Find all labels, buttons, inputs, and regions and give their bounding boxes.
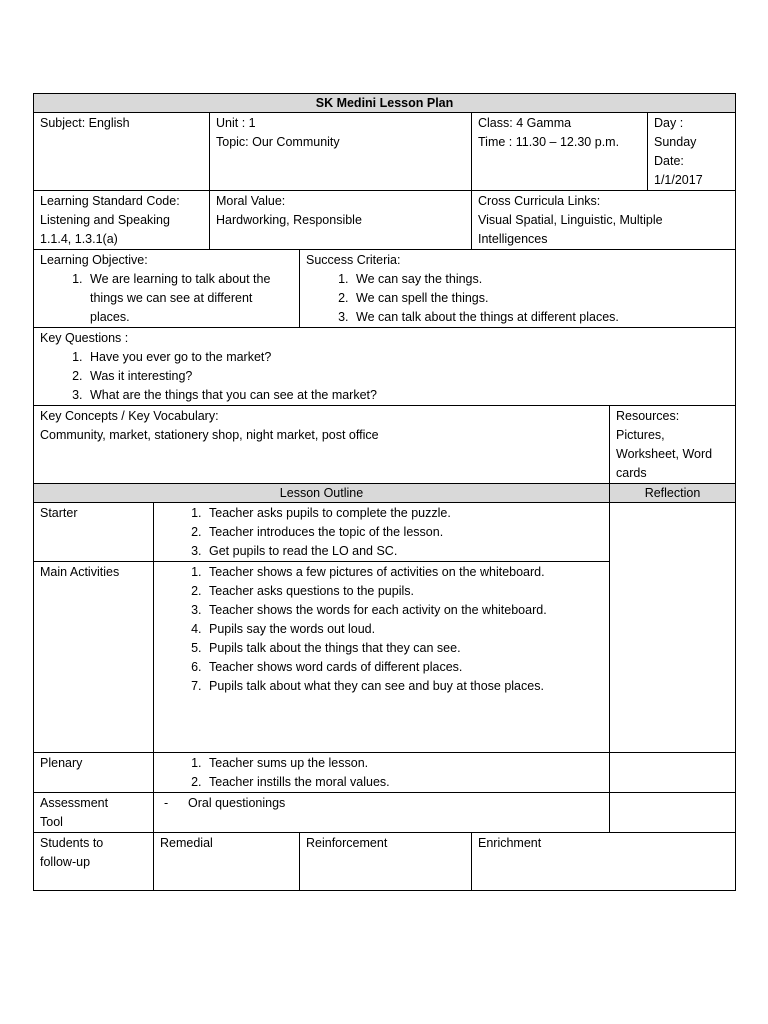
success-criteria-list — [306, 270, 729, 327]
assessment-label: Assessment — [40, 796, 109, 810]
key-concepts-cell — [34, 406, 610, 484]
list-item: 5. Pupils talk about the things that they can see. — [205, 639, 603, 658]
learning-objective-list — [40, 270, 293, 327]
follow-up-label: Students to — [40, 836, 104, 850]
unit-topic-cell — [210, 113, 472, 191]
learning-standard-label: Learning Standard Code: — [40, 194, 180, 208]
list-item: - Oral questionings — [160, 794, 603, 813]
main-activities-label: Main Activities — [34, 562, 154, 753]
follow-up-label-cell — [34, 833, 154, 891]
list-item: 1. We can say the things. — [352, 270, 729, 289]
enrichment-label: Enrichment — [478, 836, 542, 850]
reinforcement-cell — [300, 833, 472, 891]
success-criteria-label: Success Criteria: — [306, 253, 401, 267]
starter-cell — [154, 503, 610, 562]
list-item: 3. Teacher shows the words for each activity on the whiteboard. — [205, 601, 603, 620]
assessment-reflection-cell — [610, 793, 736, 833]
plenary-label: Plenary — [34, 753, 154, 793]
key-concepts-label: Key Concepts / Key Vocabulary: — [40, 409, 219, 423]
day: Day : Sunday — [654, 116, 697, 149]
reinforcement-label: Reinforcement — [306, 836, 388, 850]
remedial-cell — [154, 833, 300, 891]
class: Class: 4 Gamma — [478, 116, 572, 130]
learning-standard-value: Listening and Speaking — [40, 213, 170, 227]
date: Date: 1/1/2017 — [654, 154, 703, 187]
starter-list — [160, 504, 603, 561]
moral-value: Hardworking, Responsible — [216, 213, 362, 227]
starter-label: Starter — [34, 503, 154, 562]
list-item: 2. We can spell the things. — [352, 289, 729, 308]
list-item: 1. We are learning to talk about the things we can see at different places. — [86, 270, 293, 327]
cross-curricula-cell — [472, 191, 736, 250]
assessment-label-cell — [34, 793, 154, 833]
main-activities-list — [160, 563, 603, 696]
topic: Topic: Our Community — [216, 135, 340, 149]
learning-standard-code: 1.1.4, 1.3.1(a) — [40, 232, 118, 246]
list-item: 1. Teacher sums up the lesson. — [205, 754, 603, 773]
list-item: 2. Teacher instills the moral values. — [205, 773, 603, 792]
plenary-cell — [154, 753, 610, 793]
resources-cell — [610, 406, 736, 484]
lesson-plan-table — [33, 93, 736, 891]
list-item: 3. What are the things that you can see at the market? — [86, 386, 729, 405]
moral-value-cell — [210, 191, 472, 250]
cross-curricula-label: Cross Curricula Links: — [478, 194, 601, 208]
list-item: 7. Pupils talk about what they can see and buy at those places. — [205, 677, 603, 696]
enrichment-cell — [472, 833, 736, 891]
list-item: 2. Teacher asks questions to the pupils. — [205, 582, 603, 601]
list-item: 3. Get pupils to read the LO and SC. — [205, 542, 603, 561]
unit: Unit : 1 — [216, 116, 256, 130]
list-item: 6. Teacher shows word cards of different places. — [205, 658, 603, 677]
moral-value-label: Moral Value: — [216, 194, 286, 208]
reflection-header: Reflection — [610, 484, 736, 503]
assessment-label-2: Tool — [40, 815, 63, 829]
key-questions-label: Key Questions : — [40, 331, 129, 345]
assessment-cell — [154, 793, 610, 833]
key-questions-list — [40, 348, 729, 405]
learning-standard-cell — [34, 191, 210, 250]
list-item: 3. We can talk about the things at different places. — [352, 308, 729, 327]
remedial-label: Remedial — [160, 836, 213, 850]
assessment-list — [160, 794, 603, 813]
class-time-cell — [472, 113, 648, 191]
cross-curricula-value: Visual Spatial, Linguistic, Multiple Intelligences — [478, 213, 663, 246]
resources-label: Resources: — [616, 409, 680, 423]
list-item: 1. Teacher asks pupils to complete the puzzle. — [205, 504, 603, 523]
success-criteria-cell — [300, 250, 736, 328]
lesson-outline-header: Lesson Outline — [34, 484, 610, 503]
time: Time : 11.30 – 12.30 p.m. — [478, 135, 620, 149]
list-item: 2. Was it interesting? — [86, 367, 729, 386]
main-activities-cell — [154, 562, 610, 753]
follow-up-label-2: follow-up — [40, 855, 91, 869]
subject: Subject: English — [40, 116, 130, 130]
day-date-cell — [648, 113, 736, 191]
list-item: 2. Teacher introduces the topic of the lesson. — [205, 523, 603, 542]
list-item: 1. Have you ever go to the market? — [86, 348, 729, 367]
list-item: 1. Teacher shows a few pictures of activities on the whiteboard. — [205, 563, 603, 582]
learning-objective-cell — [34, 250, 300, 328]
key-concepts-value: Community, market, stationery shop, night market, post office — [40, 428, 379, 442]
learning-objective-label: Learning Objective: — [40, 253, 148, 267]
plenary-reflection-cell — [610, 753, 736, 793]
reflection-cell — [610, 503, 736, 753]
list-item: 4. Pupils say the words out loud. — [205, 620, 603, 639]
lesson-plan-title: SK Medini Lesson Plan — [34, 94, 736, 113]
subject-cell — [34, 113, 210, 191]
plenary-list — [160, 754, 603, 792]
resources-value: Pictures, Worksheet, Word cards — [616, 428, 713, 480]
key-questions-cell — [34, 328, 736, 406]
